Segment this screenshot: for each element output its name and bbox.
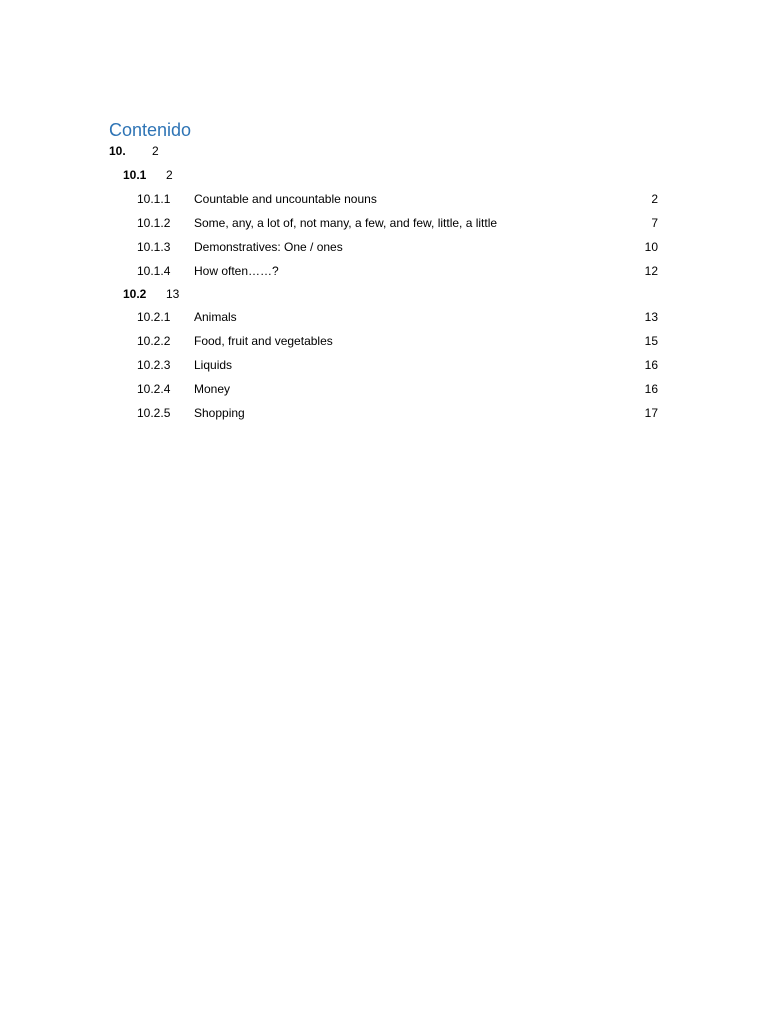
toc-number: 10.2 (123, 287, 147, 301)
toc-number: 10. (109, 144, 126, 158)
toc-row-level1[interactable] (0, 140, 768, 162)
toc-number: 10.2.1 (137, 310, 171, 324)
toc-page-number: 10 (644, 240, 658, 254)
toc-entry-text: Demonstratives: One / ones (194, 240, 343, 254)
toc-page-number: 2 (152, 144, 159, 158)
toc-entry-text: Animals (194, 310, 237, 324)
toc-number: 10.2.3 (137, 358, 171, 372)
toc-row-level3[interactable] (0, 354, 768, 376)
toc-title: Contenido (109, 120, 192, 140)
toc-page-number: 2 (651, 192, 658, 206)
toc-entry-text: How often……? (194, 264, 279, 278)
toc-page-number: 2 (166, 168, 173, 182)
toc-entry-text: Money (194, 382, 231, 396)
toc-row-level3[interactable] (0, 306, 768, 328)
toc-entry-text: Countable and uncountable nouns (194, 192, 377, 206)
toc-row-level3[interactable] (0, 402, 768, 424)
toc-row-level3[interactable] (0, 330, 768, 352)
toc-number: 10.1.4 (137, 264, 171, 278)
toc-row-level2[interactable] (0, 164, 768, 186)
toc-row-level3[interactable] (0, 236, 768, 258)
toc-row-level3[interactable] (0, 378, 768, 400)
toc-number: 10.2.2 (137, 334, 171, 348)
toc-page-number: 17 (644, 406, 658, 420)
toc-row-level3[interactable] (0, 260, 768, 282)
toc-row-level3[interactable] (0, 188, 768, 210)
toc-number: 10.2.5 (137, 406, 171, 420)
toc-number: 10.1.2 (137, 216, 171, 230)
toc-entry-text: Food, fruit and vegetables (194, 334, 333, 348)
toc-number: 10.1 (123, 168, 147, 182)
toc-page-number: 13 (644, 310, 658, 324)
toc-entry-text: Shopping (194, 406, 245, 420)
toc-number: 10.2.4 (137, 382, 171, 396)
toc-row-level2[interactable] (0, 283, 768, 305)
toc-page-number: 15 (644, 334, 658, 348)
toc-entry-text: Liquids (194, 358, 233, 372)
toc-page-number: 16 (644, 358, 658, 372)
toc-entry-text: Some, any, a lot of, not many, a few, and few, little, a little (194, 216, 498, 230)
toc-page-number: 7 (651, 216, 658, 230)
toc-page-number: 13 (166, 287, 180, 301)
toc-page-number: 16 (644, 382, 658, 396)
toc-row-level3[interactable] (0, 212, 768, 234)
toc-number: 10.1.1 (137, 192, 171, 206)
toc-page-number: 12 (644, 264, 658, 278)
toc-number: 10.1.3 (137, 240, 171, 254)
